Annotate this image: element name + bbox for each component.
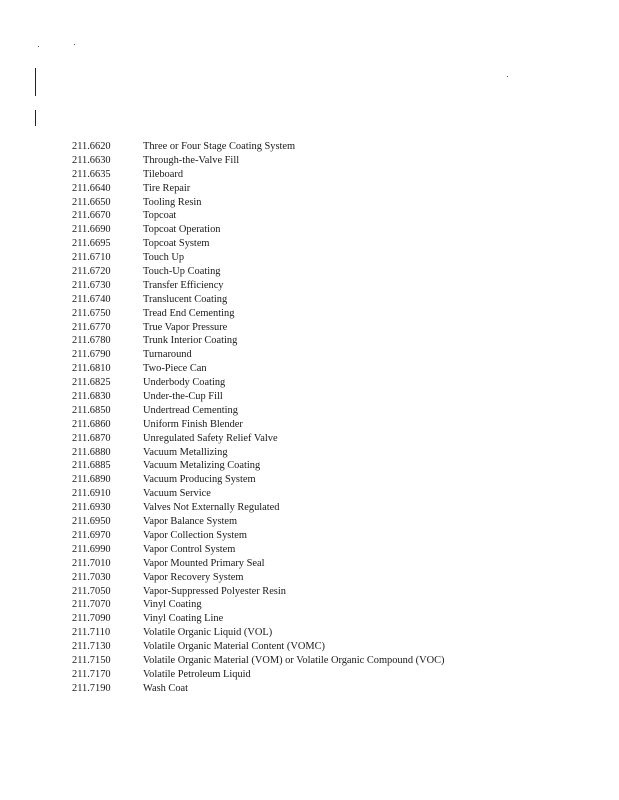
list-item — [72, 418, 444, 432]
section-number: 211.6790 — [72, 349, 111, 361]
section-number: 211.6750 — [72, 307, 111, 319]
defined-term: Topcoat — [143, 210, 177, 222]
section-number: 211.7130 — [72, 641, 111, 653]
defined-term: Through-the-Valve Fill — [143, 154, 240, 166]
defined-term: Vinyl Coating — [143, 599, 202, 611]
section-number: 211.7050 — [72, 585, 111, 597]
list-item — [72, 362, 444, 376]
section-number: 211.6695 — [72, 238, 111, 250]
defined-term: Tileboard — [143, 168, 184, 180]
section-number: 211.7110 — [72, 627, 111, 639]
defined-term: Three or Four Stage Coating System — [143, 141, 296, 152]
section-number: 211.6930 — [72, 502, 111, 514]
section-number: 211.6620 — [72, 141, 111, 152]
defined-term: Under-the-Cup Fill — [143, 391, 223, 403]
section-number: 211.6635 — [72, 168, 111, 180]
defined-term: Vapor Control System — [143, 543, 236, 555]
section-number: 211.6730 — [72, 279, 111, 291]
defined-term: Vapor Recovery System — [143, 571, 244, 583]
section-number: 211.6970 — [72, 529, 111, 541]
list-item — [72, 612, 444, 626]
list-item — [72, 626, 444, 640]
defined-term: Turnaround — [143, 349, 192, 361]
list-item — [72, 334, 444, 348]
list-item — [72, 182, 444, 196]
defined-term: Tire Repair — [143, 182, 191, 194]
list-item — [72, 348, 444, 362]
section-number: 211.6710 — [72, 252, 111, 264]
definitions-list — [72, 140, 444, 696]
revision-bar — [35, 68, 36, 96]
list-item — [72, 571, 444, 585]
section-number: 211.6890 — [72, 474, 111, 486]
defined-term: Touch Up — [143, 252, 185, 264]
defined-term: Vacuum Metalizing Coating — [143, 460, 261, 472]
section-number: 211.6885 — [72, 460, 111, 472]
defined-term: Vapor Collection System — [143, 529, 247, 541]
defined-term: Vinyl Coating Line — [143, 613, 224, 625]
defined-term: Vapor-Suppressed Polyester Resin — [143, 585, 286, 597]
section-number: 211.7070 — [72, 599, 111, 611]
list-item — [72, 321, 444, 335]
defined-term: Vacuum Service — [143, 488, 211, 500]
section-number: 211.6690 — [72, 224, 111, 236]
list-item — [72, 376, 444, 390]
section-number: 211.6870 — [72, 432, 111, 444]
defined-term: True Vapor Pressure — [143, 321, 228, 333]
list-item — [72, 307, 444, 321]
defined-term: Vapor Balance System — [143, 516, 238, 528]
section-number: 211.7190 — [72, 682, 111, 694]
defined-term: Vacuum Metallizing — [143, 446, 228, 458]
list-item — [72, 251, 444, 265]
defined-term: Trunk Interior Coating — [143, 335, 238, 347]
defined-term: Transfer Efficiency — [143, 279, 224, 291]
list-item — [72, 279, 444, 293]
list-item — [72, 529, 444, 543]
list-item — [72, 543, 444, 557]
section-number: 211.6780 — [72, 335, 111, 347]
section-number: 211.6670 — [72, 210, 111, 222]
list-item — [72, 487, 444, 501]
section-number: 211.6910 — [72, 488, 111, 500]
list-item — [72, 585, 444, 599]
section-number: 211.6640 — [72, 182, 111, 194]
defined-term: Tread End Cementing — [143, 307, 235, 319]
list-item — [72, 598, 444, 612]
defined-term: Two-Piece Can — [143, 363, 207, 375]
list-item — [72, 432, 444, 446]
section-number: 211.6770 — [72, 321, 111, 333]
scan-speck — [507, 76, 508, 77]
section-number: 211.6630 — [72, 154, 111, 166]
list-item — [72, 459, 444, 473]
section-number: 211.6830 — [72, 391, 111, 403]
section-number: 211.6740 — [72, 293, 111, 305]
section-number: 211.6880 — [72, 446, 111, 458]
section-number: 211.6990 — [72, 543, 111, 555]
section-number: 211.6825 — [72, 377, 111, 389]
list-item — [72, 404, 444, 418]
section-number: 211.7150 — [72, 654, 111, 666]
list-item — [72, 557, 444, 571]
section-number: 211.6810 — [72, 363, 111, 375]
defined-term: Underbody Coating — [143, 377, 226, 389]
defined-term: Touch-Up Coating — [143, 266, 221, 278]
defined-term: Undertread Cementing — [143, 404, 238, 416]
section-number: 211.7030 — [72, 571, 111, 583]
list-item — [72, 473, 444, 487]
list-item — [72, 223, 444, 237]
list-item — [72, 196, 444, 210]
list-item — [72, 154, 444, 168]
defined-term: Topcoat Operation — [143, 224, 221, 236]
list-item — [72, 640, 444, 654]
section-number: 211.6650 — [72, 196, 111, 208]
section-number: 211.6720 — [72, 266, 111, 278]
list-item — [72, 209, 444, 223]
scan-speck — [38, 46, 39, 47]
revision-bar — [35, 110, 36, 126]
section-number: 211.6850 — [72, 404, 111, 416]
list-item — [72, 293, 444, 307]
defined-term: Valves Not Externally Regulated — [143, 502, 280, 514]
defined-term: Volatile Organic Liquid (VOL) — [143, 627, 273, 639]
list-item — [72, 140, 444, 154]
defined-term: Uniform Finish Blender — [143, 418, 243, 430]
defined-term: Translucent Coating — [143, 293, 228, 305]
section-number: 211.6950 — [72, 516, 111, 528]
list-item — [72, 682, 444, 696]
defined-term: Unregulated Safety Relief Valve — [143, 432, 278, 444]
scan-speck — [74, 44, 75, 45]
defined-term: Volatile Organic Material (VOM) or Volatile Organic Compound (VOC) — [143, 654, 445, 666]
section-number: 211.7010 — [72, 557, 111, 569]
defined-term: Wash Coat — [143, 682, 189, 694]
list-item — [72, 446, 444, 460]
list-item — [72, 237, 444, 251]
section-number: 211.7090 — [72, 613, 111, 625]
list-item — [72, 168, 444, 182]
defined-term: Vacuum Producing System — [143, 474, 256, 486]
list-item — [72, 515, 444, 529]
defined-term: Volatile Organic Material Content (VOMC) — [143, 641, 325, 653]
list-item — [72, 265, 444, 279]
list-item — [72, 390, 444, 404]
defined-term: Topcoat System — [143, 238, 210, 250]
list-item — [72, 501, 444, 515]
defined-term: Vapor Mounted Primary Seal — [143, 557, 265, 569]
section-number: 211.7170 — [72, 668, 111, 680]
list-item — [72, 654, 444, 668]
defined-term: Tooling Resin — [143, 196, 202, 208]
section-number: 211.6860 — [72, 418, 111, 430]
defined-term: Volatile Petroleum Liquid — [143, 668, 251, 680]
list-item — [72, 668, 444, 682]
